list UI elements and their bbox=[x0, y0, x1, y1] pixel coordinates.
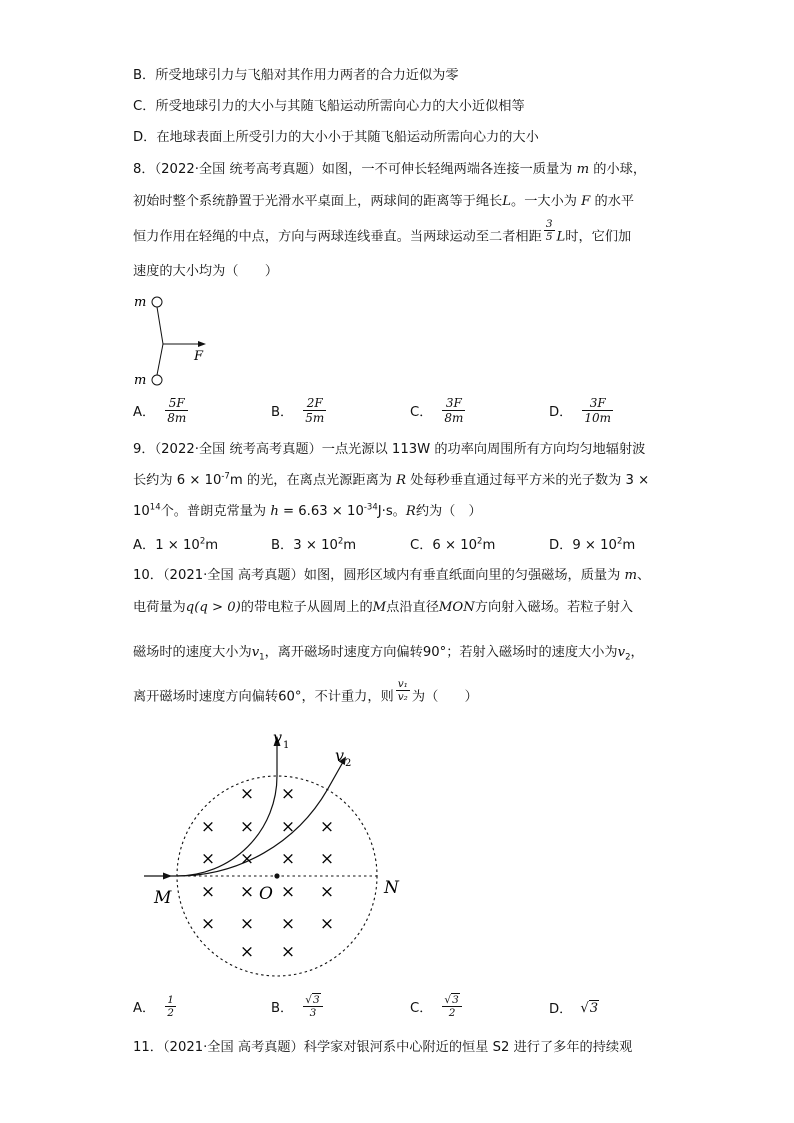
q9-option-a[interactable]: A．$1 \times 10^2m$ bbox=[133, 536, 219, 553]
q8-label-m-bottom: m bbox=[134, 373, 147, 388]
q10-trajectory-v1 bbox=[177, 742, 277, 876]
q8-stem-line4: 速度的大小均为（ ） bbox=[133, 264, 279, 279]
field-cross: × bbox=[200, 882, 216, 902]
q9-option-c[interactable]: C．$6 \times 10^2m$ bbox=[410, 536, 496, 553]
q10-label-v1: $v_1$ bbox=[273, 728, 290, 751]
field-cross: × bbox=[319, 849, 335, 869]
q10-incoming-arrowhead bbox=[163, 873, 172, 880]
field-cross: × bbox=[200, 914, 216, 934]
field-cross: × bbox=[319, 817, 335, 837]
q10-option-d[interactable]: D． √3 bbox=[549, 1000, 599, 1017]
q8-option-a[interactable]: A． $\frac{5F}{8m}$ bbox=[133, 396, 187, 425]
field-cross: × bbox=[239, 817, 255, 837]
q8-option-d[interactable]: D． $\frac{3F}{10m}$ bbox=[549, 396, 611, 425]
q10-stem-line2: 电荷量为q(q > 0)的带电粒子从圆周上的M点沿直径MON方向射入磁场。若粒子射入 bbox=[133, 600, 634, 615]
field-cross: × bbox=[280, 784, 296, 804]
q8-option-c[interactable]: C． $\frac{3F}{8m}$ bbox=[410, 396, 464, 425]
q8-stem-line3: 恒力作用在轻绳的中点，方向与两球连线垂直。当两球运动至二者相距 $\frac{3}{5}$ L时，它们加 bbox=[133, 218, 632, 245]
q10-option-b[interactable]: B． $\frac{√3}{3}$ bbox=[271, 994, 325, 1019]
q8-label-m-top: m bbox=[134, 295, 147, 310]
field-cross: × bbox=[200, 849, 216, 869]
q7-option-c: C．所受地球引力的大小与其随飞船运动所需向心力的大小近似相等 bbox=[133, 99, 525, 114]
q8-ball-top bbox=[152, 297, 162, 307]
q10-option-c[interactable]: C． $\frac{√3}{2}$ bbox=[410, 994, 464, 1019]
q7-option-b: B．所受地球引力与飞船对其作用力两者的合力近似为零 bbox=[133, 68, 459, 83]
q9-stem-line1: 9．（2022·全国 统考高考真题）一点光源以 113W 的功率向周围所有方向均匀地辐射波 bbox=[133, 442, 646, 457]
q8-force-arrowhead bbox=[198, 341, 206, 347]
field-cross: × bbox=[280, 914, 296, 934]
q10-center-dot bbox=[274, 873, 279, 878]
field-cross: × bbox=[319, 914, 335, 934]
q7-option-d: D．在地球表面上所受引力的大小小于其随飞船运动所需向心力的大小 bbox=[133, 130, 539, 145]
field-cross: × bbox=[280, 942, 296, 962]
q10-label-m: M bbox=[154, 888, 172, 908]
q10-label-o: O bbox=[259, 884, 273, 904]
q10-magnetic-field-figure bbox=[130, 720, 420, 985]
field-cross: × bbox=[239, 942, 255, 962]
field-cross: × bbox=[239, 784, 255, 804]
q8-ball-bottom bbox=[152, 375, 162, 385]
q9-option-d[interactable]: D．$9 \times 10^2m$ bbox=[549, 536, 636, 553]
q8-label-force: F bbox=[194, 349, 204, 364]
q10-label-n: N bbox=[384, 878, 399, 898]
field-cross: × bbox=[280, 817, 296, 837]
q10-label-v2: $v_2$ bbox=[335, 746, 352, 769]
field-cross: × bbox=[280, 849, 296, 869]
q11-stem-line1: 11．（2021·全国 高考真题）科学家对银河系中心附近的恒星 S2 进行了多年的持续观 bbox=[133, 1040, 633, 1055]
q8-option-b[interactable]: B． $\frac{2F}{5m}$ bbox=[271, 396, 325, 425]
q10-stem-line1: 10．（2021·全国 高考真题）如图，圆形区域内有垂直纸面向里的匀强磁场，质量为 m、 bbox=[133, 568, 651, 583]
q10-stem-line4: 离开磁场时速度方向偏转60°，不计重力，则 $\frac{\text{v₁}}{\text{v₂}}$ 为（ ） bbox=[133, 678, 478, 705]
field-cross: × bbox=[280, 882, 296, 902]
field-cross: × bbox=[239, 849, 255, 869]
q8-rope-upper bbox=[157, 307, 163, 344]
q9-stem-line2: 长约为 $6 \times 10^{-7}m$ 的光，在离点光源距离为 R 处每秒垂直通过每平方米的光子数为 3 × bbox=[133, 471, 650, 488]
field-cross: × bbox=[319, 882, 335, 902]
q10-option-a[interactable]: A． $\frac{1}{2}$ bbox=[133, 994, 174, 1019]
q8-rope-figure bbox=[128, 288, 218, 388]
q9-option-b[interactable]: B．$3 \times 10^2m$ bbox=[271, 536, 357, 553]
field-cross: × bbox=[239, 914, 255, 934]
q10-ratio-fraction: $\frac{\text{v₁}}{\text{v₂}}$ bbox=[397, 678, 408, 703]
q8-stem-line1: 8．（2022·全国 统考高考真题）如图，一不可伸长轻绳两端各连接一质量为 m 的小球， bbox=[133, 162, 647, 177]
q8-distance-fraction: $\frac{3}{5}$ bbox=[545, 218, 553, 243]
q10-stem-line3: 磁场时的速度大小为$v_1$，离开磁场时速度方向偏转90°；若射入磁场时的速度大小为$v_2$， bbox=[133, 645, 644, 663]
q8-rope-lower bbox=[157, 344, 163, 375]
field-cross: × bbox=[239, 882, 255, 902]
q8-stem-line2: 初始时整个系统静置于光滑水平桌面上，两球间的距离等于绳长L。一大小为 F 的水平 bbox=[133, 194, 635, 209]
q9-stem-line3: $10^{14}$个。普朗克常量为 $h = 6.63 \times 10^{-34}J\cdot s$。R约为（ ） bbox=[133, 502, 482, 519]
field-cross: × bbox=[200, 817, 216, 837]
